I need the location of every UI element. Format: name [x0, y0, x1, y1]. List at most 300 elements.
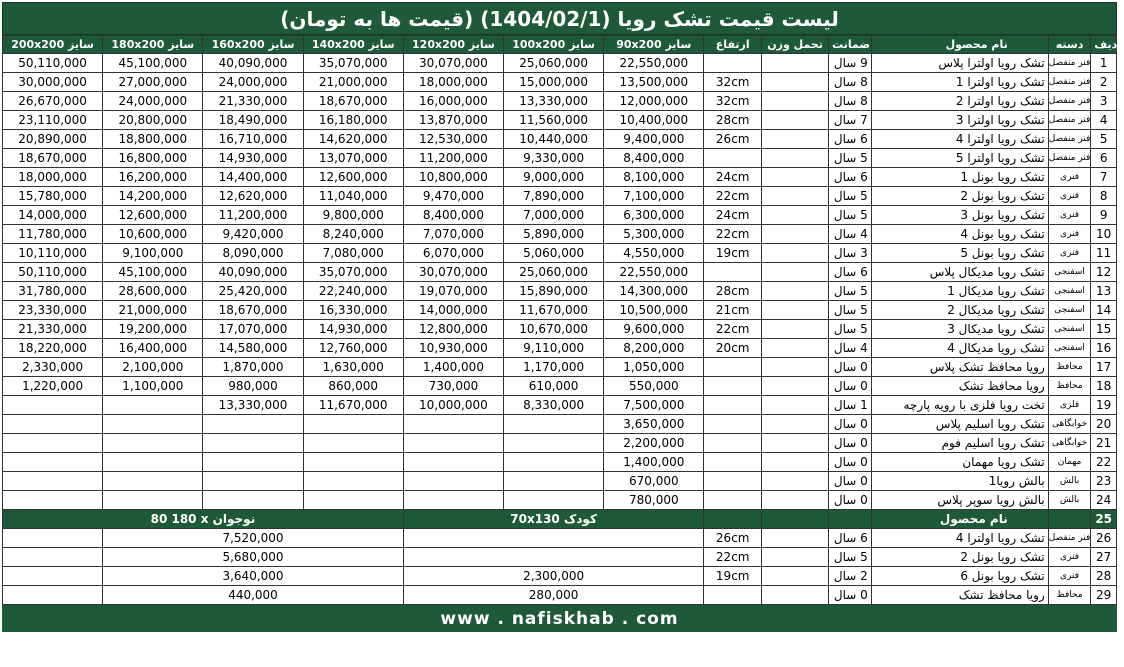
table-row	[3, 73, 1117, 92]
height-cell	[704, 491, 762, 510]
header-s200: 200x200 سایز	[3, 36, 103, 54]
height-cell: 21cm	[704, 301, 762, 320]
price-s140: 16,180,000	[303, 111, 403, 130]
price-s120: 16,000,000	[403, 92, 503, 111]
warranty-cell: 8 سال	[829, 92, 872, 111]
category-index-cell	[1048, 282, 1091, 301]
price-s140	[303, 434, 403, 453]
category-index-cell	[1048, 225, 1091, 244]
load-cell	[761, 491, 828, 510]
price-s90: 550,000	[604, 377, 704, 396]
category-index-cell	[1048, 491, 1091, 510]
warranty-cell: 4 سال	[829, 225, 872, 244]
load-cell	[761, 244, 828, 263]
height-cell: 24cm	[704, 168, 762, 187]
row-index-cell: 6	[1091, 149, 1117, 168]
category-index-cell	[1048, 263, 1091, 282]
category-cell: فنری	[1060, 210, 1080, 220]
category-index-cell	[1048, 111, 1091, 130]
price-s120: 11,200,000	[403, 149, 503, 168]
row-index-cell: 10	[1091, 225, 1117, 244]
load-cell	[761, 529, 828, 548]
price-s140: 9,800,000	[303, 206, 403, 225]
warranty-cell: 0 سال	[829, 358, 872, 377]
price-s90: 2,200,000	[604, 434, 704, 453]
row-index-cell: 11	[1091, 244, 1117, 263]
mid-name-label: نام محصول	[871, 510, 1048, 529]
price-s180: 45,100,000	[103, 54, 203, 73]
price-s90: 7,500,000	[604, 396, 704, 415]
price-table	[2, 35, 1124, 605]
row-index-cell: 9	[1091, 206, 1117, 225]
warranty-cell: 0 سال	[829, 472, 872, 491]
category-cell: فنر منفصل	[1048, 533, 1091, 543]
row-index-cell: 3	[1091, 92, 1117, 111]
price-s180: 18,800,000	[103, 130, 203, 149]
empty-cell	[3, 548, 103, 567]
price-s90: 8,400,000	[604, 149, 704, 168]
price-s180: 27,000,000	[103, 73, 203, 92]
category-index-cell	[1048, 586, 1091, 605]
product-name: تشک رویا اولترا 4	[871, 130, 1048, 149]
price-s100: 5,060,000	[504, 244, 604, 263]
product-name: تشک رویا بونل 1	[871, 168, 1048, 187]
price-s140: 18,670,000	[303, 92, 403, 111]
table-row	[3, 149, 1117, 168]
row-index-cell: 23	[1091, 472, 1117, 491]
load-cell	[761, 282, 828, 301]
price-s100	[504, 415, 604, 434]
product-name: تشک رویا بونل 2	[871, 187, 1048, 206]
price-s90: 10,400,000	[604, 111, 704, 130]
price-s120: 10,800,000	[403, 168, 503, 187]
price-s120	[403, 472, 503, 491]
price-s100: 25,060,000	[504, 54, 604, 73]
warranty-cell: 0 سال	[829, 453, 872, 472]
height-cell: 32cm	[704, 92, 762, 111]
header-row	[3, 36, 1117, 54]
category-cell: محافظ	[1056, 590, 1083, 600]
header-s90: 90x200 سایز	[604, 36, 704, 54]
row-index-cell: 5	[1091, 130, 1117, 149]
warranty-cell: 5 سال	[829, 149, 872, 168]
row-index-cell: 13	[1091, 282, 1117, 301]
price-s140: 14,620,000	[303, 130, 403, 149]
mid-header-row	[3, 510, 1117, 529]
price-s180	[103, 491, 203, 510]
price-s120: 730,000	[403, 377, 503, 396]
row-index-cell: 15	[1091, 320, 1117, 339]
price-s140: 16,330,000	[303, 301, 403, 320]
category-cell: فنری	[1060, 552, 1080, 562]
price-s100	[504, 434, 604, 453]
price-s100: 5,890,000	[504, 225, 604, 244]
price-s180: 12,600,000	[103, 206, 203, 225]
price-s200: 50,110,000	[3, 54, 103, 73]
price-s120: 30,070,000	[403, 54, 503, 73]
category-cell: فنری	[1060, 172, 1080, 182]
warranty-cell: 5 سال	[829, 301, 872, 320]
category-index-cell	[1048, 320, 1091, 339]
table-row	[3, 206, 1117, 225]
row-index-cell: 16	[1091, 339, 1117, 358]
table-row	[3, 396, 1117, 415]
price-s200: 21,330,000	[3, 320, 103, 339]
price-s200: 10,110,000	[3, 244, 103, 263]
warranty-cell: 6 سال	[829, 168, 872, 187]
price-s100: 610,000	[504, 377, 604, 396]
price-s100	[504, 453, 604, 472]
price-s120: 10,000,000	[403, 396, 503, 415]
price-s120: 19,070,000	[403, 282, 503, 301]
price-s120	[403, 415, 503, 434]
price-s200	[3, 453, 103, 472]
price-s180: 16,200,000	[103, 168, 203, 187]
height-cell: 28cm	[704, 282, 762, 301]
price-s90: 14,300,000	[604, 282, 704, 301]
price-s160: 14,400,000	[203, 168, 303, 187]
warranty-cell: 3 سال	[829, 244, 872, 263]
header-s180: 180x200 سایز	[103, 36, 203, 54]
warranty-cell: 5 سال	[829, 320, 872, 339]
load-cell	[761, 339, 828, 358]
price-s160: 11,200,000	[203, 206, 303, 225]
price-s140: 12,600,000	[303, 168, 403, 187]
row-index-cell: 27	[1091, 548, 1117, 567]
row-index-cell: 12	[1091, 263, 1117, 282]
warranty-cell: 6 سال	[829, 529, 872, 548]
price-s160: 9,420,000	[203, 225, 303, 244]
category-index-cell	[1048, 168, 1091, 187]
empty-cell	[3, 586, 103, 605]
table-row	[3, 187, 1117, 206]
price-s200: 18,670,000	[3, 149, 103, 168]
category-cell: فنری	[1060, 229, 1080, 239]
load-cell	[761, 130, 828, 149]
price-s90: 4,550,000	[604, 244, 704, 263]
category-index-cell	[1048, 301, 1091, 320]
product-name: تشک رویا اولترا 2	[871, 92, 1048, 111]
row-index-cell: 7	[1091, 168, 1117, 187]
price-s200: 50,110,000	[3, 263, 103, 282]
category-index-cell	[1048, 453, 1091, 472]
product-name: تشک رویا اولترا 3	[871, 111, 1048, 130]
price-s160: 40,090,000	[203, 54, 303, 73]
table-row	[3, 54, 1117, 73]
category-cell: فنر منفصل	[1048, 58, 1091, 68]
price-teen: 440,000	[103, 586, 404, 605]
warranty-cell: 4 سال	[829, 339, 872, 358]
load-cell	[761, 396, 828, 415]
price-kid	[403, 548, 704, 567]
load-cell	[761, 263, 828, 282]
category-cell: فنری	[1060, 191, 1080, 201]
load-cell	[761, 320, 828, 339]
price-s120: 9,470,000	[403, 187, 503, 206]
warranty-cell: 5 سال	[829, 282, 872, 301]
row-index-cell: 2	[1091, 73, 1117, 92]
price-s180	[103, 415, 203, 434]
price-s180: 24,000,000	[103, 92, 203, 111]
price-s140	[303, 453, 403, 472]
price-teen: 3,640,000	[103, 567, 404, 586]
price-s100: 10,440,000	[504, 130, 604, 149]
height-cell	[704, 586, 762, 605]
height-cell	[704, 149, 762, 168]
price-s140: 21,000,000	[303, 73, 403, 92]
price-s120	[403, 491, 503, 510]
product-name: رویا محافظ تشک پلاس	[871, 358, 1048, 377]
height-cell	[704, 415, 762, 434]
mid-idx-label: 25	[1091, 510, 1117, 529]
price-s140	[303, 491, 403, 510]
load-cell	[761, 358, 828, 377]
load-cell	[761, 54, 828, 73]
price-s200	[3, 434, 103, 453]
price-s160: 14,580,000	[203, 339, 303, 358]
category-index-cell	[1048, 92, 1091, 111]
warranty-cell: 0 سال	[829, 415, 872, 434]
price-s100: 15,890,000	[504, 282, 604, 301]
height-cell	[704, 263, 762, 282]
category-cell: اسفنجی	[1054, 286, 1085, 296]
price-s180: 2,100,000	[103, 358, 203, 377]
price-s100: 9,110,000	[504, 339, 604, 358]
price-s90: 6,300,000	[604, 206, 704, 225]
sheet-title: لیست قیمت تشک رویا (1404/02/1) (قیمت ها به تومان)	[2, 2, 1117, 35]
category-index-cell	[1048, 567, 1091, 586]
price-s180: 45,100,000	[103, 263, 203, 282]
category-index-cell	[1048, 472, 1091, 491]
category-cell: خوابگاهی	[1051, 419, 1088, 429]
price-s200: 18,220,000	[3, 339, 103, 358]
price-s90: 8,200,000	[604, 339, 704, 358]
height-cell: 20cm	[704, 339, 762, 358]
load-cell	[761, 453, 828, 472]
category-index-cell	[1048, 54, 1091, 73]
price-s200: 30,000,000	[3, 73, 103, 92]
row-index-cell: 28	[1091, 567, 1117, 586]
mid-idx-label	[1048, 510, 1091, 529]
price-s200: 11,780,000	[3, 225, 103, 244]
price-s200: 23,330,000	[3, 301, 103, 320]
price-s160: 17,070,000	[203, 320, 303, 339]
load-cell	[761, 301, 828, 320]
price-s100: 7,890,000	[504, 187, 604, 206]
price-s180	[103, 396, 203, 415]
category-cell: اسفنجی	[1054, 267, 1085, 277]
product-name: تشک رویا اولترا 5	[871, 149, 1048, 168]
row-index-cell: 17	[1091, 358, 1117, 377]
price-s100: 8,330,000	[504, 396, 604, 415]
price-s200: 23,110,000	[3, 111, 103, 130]
price-s180: 28,600,000	[103, 282, 203, 301]
price-kid	[403, 529, 704, 548]
mid-teen-label: 80 180 x نوجوان	[3, 510, 404, 529]
header-s140: 140x200 سایز	[303, 36, 403, 54]
category-index-cell	[1048, 434, 1091, 453]
price-sheet	[2, 2, 1124, 663]
height-cell: 19cm	[704, 567, 762, 586]
price-kid: 280,000	[403, 586, 704, 605]
row-index-cell: 1	[1091, 54, 1117, 73]
load-cell	[761, 111, 828, 130]
product-name: تشک رویا اسلیم فوم	[871, 434, 1048, 453]
price-s120: 7,070,000	[403, 225, 503, 244]
row-index-cell: 26	[1091, 529, 1117, 548]
load-cell	[761, 187, 828, 206]
height-cell: 26cm	[704, 130, 762, 149]
price-s90: 22,550,000	[604, 54, 704, 73]
price-s180: 19,200,000	[103, 320, 203, 339]
category-cell: فنر منفصل	[1048, 115, 1091, 125]
price-s160	[203, 434, 303, 453]
table-row	[3, 567, 1117, 586]
price-s90: 1,050,000	[604, 358, 704, 377]
price-s160	[203, 453, 303, 472]
load-cell	[761, 168, 828, 187]
row-index-cell: 18	[1091, 377, 1117, 396]
price-s90: 3,650,000	[604, 415, 704, 434]
table-row	[3, 472, 1117, 491]
price-s200: 14,000,000	[3, 206, 103, 225]
product-name: تشک رویا اولترا پلاس	[871, 54, 1048, 73]
product-name: تشک رویا مدیکال 2	[871, 301, 1048, 320]
product-name: بالش رویا1	[871, 472, 1048, 491]
product-name: تخت رویا فلزی با رویه پارچه	[871, 396, 1048, 415]
price-s120: 12,800,000	[403, 320, 503, 339]
load-cell	[761, 567, 828, 586]
price-s140: 1,630,000	[303, 358, 403, 377]
category-index-cell	[1048, 396, 1091, 415]
price-s100: 10,670,000	[504, 320, 604, 339]
price-teen: 5,680,000	[103, 548, 404, 567]
price-s160: 18,490,000	[203, 111, 303, 130]
product-name: تشک رویا مدیکال 4	[871, 339, 1048, 358]
table-row	[3, 130, 1117, 149]
warranty-cell: 6 سال	[829, 130, 872, 149]
price-s160: 18,670,000	[203, 301, 303, 320]
table-row	[3, 320, 1117, 339]
category-cell: خوابگاهی	[1051, 438, 1088, 448]
product-name: رویا محافظ تشک	[871, 377, 1048, 396]
height-cell	[704, 54, 762, 73]
mid-kid-label: 70x130 کودک	[403, 510, 704, 529]
category-cell: اسفنجی	[1054, 305, 1085, 315]
price-s120: 12,530,000	[403, 130, 503, 149]
table-row	[3, 111, 1117, 130]
category-cell: اسفنجی	[1054, 324, 1085, 334]
height-cell: 22cm	[704, 320, 762, 339]
product-name: بالش رویا سوپر پلاس	[871, 491, 1048, 510]
category-index-cell	[1048, 187, 1091, 206]
price-s160: 13,330,000	[203, 396, 303, 415]
price-s140: 7,080,000	[303, 244, 403, 263]
price-s90: 5,300,000	[604, 225, 704, 244]
price-s160	[203, 472, 303, 491]
product-name: تشک رویا اولترا 4	[871, 529, 1048, 548]
height-cell	[704, 453, 762, 472]
table-row	[3, 548, 1117, 567]
price-s200	[3, 472, 103, 491]
price-s90: 9,600,000	[604, 320, 704, 339]
price-s200: 15,780,000	[3, 187, 103, 206]
price-s140: 11,040,000	[303, 187, 403, 206]
price-s160: 25,420,000	[203, 282, 303, 301]
empty-cell	[3, 567, 103, 586]
price-s200	[3, 396, 103, 415]
table-row	[3, 282, 1117, 301]
price-s140	[303, 472, 403, 491]
table-row	[3, 301, 1117, 320]
product-name: تشک رویا مدیکال پلاس	[871, 263, 1048, 282]
header-s160: 160x200 سایز	[203, 36, 303, 54]
category-cell: مهمان	[1057, 457, 1082, 467]
height-cell: 28cm	[704, 111, 762, 130]
header-height: ارتفاع	[704, 36, 762, 54]
price-s100	[504, 472, 604, 491]
header-cat: دسته	[1048, 36, 1091, 54]
load-cell	[761, 206, 828, 225]
price-s180	[103, 453, 203, 472]
warranty-cell: 6 سال	[829, 263, 872, 282]
row-index-cell: 8	[1091, 187, 1117, 206]
header-load: تحمل وزن	[761, 36, 828, 54]
table-row	[3, 263, 1117, 282]
warranty-cell: 0 سال	[829, 586, 872, 605]
product-name: تشک رویا بونل 3	[871, 206, 1048, 225]
row-index-cell: 22	[1091, 453, 1117, 472]
category-index-cell	[1048, 206, 1091, 225]
warranty-cell: 5 سال	[829, 187, 872, 206]
category-index-cell	[1048, 149, 1091, 168]
price-s120: 10,930,000	[403, 339, 503, 358]
load-cell	[761, 586, 828, 605]
price-s120: 30,070,000	[403, 263, 503, 282]
product-name: رویا محافظ تشک	[871, 586, 1048, 605]
price-s140: 12,760,000	[303, 339, 403, 358]
price-s120: 18,000,000	[403, 73, 503, 92]
category-index-cell	[1048, 529, 1091, 548]
product-name: تشک رویا مهمان	[871, 453, 1048, 472]
price-s160: 21,330,000	[203, 92, 303, 111]
category-cell: فنر منفصل	[1048, 153, 1091, 163]
warranty-cell: 0 سال	[829, 377, 872, 396]
table-row	[3, 244, 1117, 263]
table-row	[3, 586, 1117, 605]
price-s160	[203, 415, 303, 434]
header-s100: 100x200 سایز	[504, 36, 604, 54]
category-index-cell	[1048, 339, 1091, 358]
load-cell	[761, 415, 828, 434]
price-s90: 7,100,000	[604, 187, 704, 206]
price-s160	[203, 491, 303, 510]
price-s100: 1,170,000	[504, 358, 604, 377]
height-cell	[704, 396, 762, 415]
price-s160: 16,710,000	[203, 130, 303, 149]
price-s140: 11,670,000	[303, 396, 403, 415]
warranty-cell: 5 سال	[829, 206, 872, 225]
price-s120: 13,870,000	[403, 111, 503, 130]
warranty-cell: 0 سال	[829, 434, 872, 453]
price-s180: 1,100,000	[103, 377, 203, 396]
table-row	[3, 529, 1117, 548]
price-s180: 21,000,000	[103, 301, 203, 320]
category-index-cell	[1048, 73, 1091, 92]
table-row	[3, 453, 1117, 472]
category-cell: اسفنجی	[1054, 343, 1085, 353]
warranty-cell: 0 سال	[829, 491, 872, 510]
